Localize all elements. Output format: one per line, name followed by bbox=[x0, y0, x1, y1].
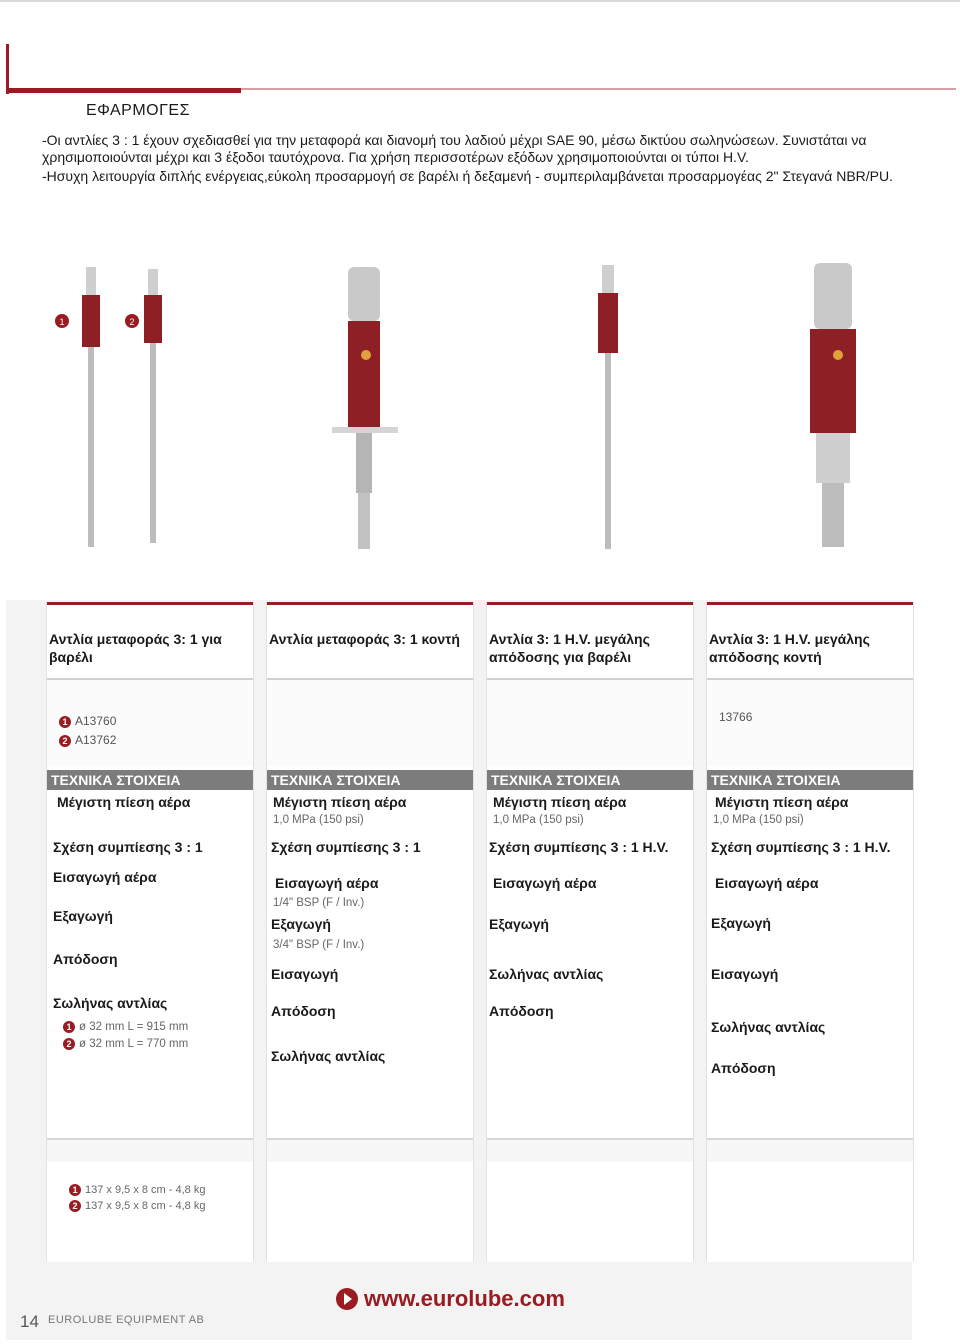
tech-header: ΤΕΧΝΙΚΑ ΣΤΟΙΧΕΙΑ bbox=[47, 770, 253, 790]
product-code-1: A13760 bbox=[75, 714, 117, 728]
tech-header: ΤΕΧΝΙΚΑ ΣΤΟΙΧΕΙΑ bbox=[487, 770, 693, 790]
product-name: Αντλία μεταφοράς 3: 1 για βαρέλι bbox=[49, 631, 222, 665]
spec-max-air-pressure: Μέγιστη πίεση αέρα bbox=[57, 794, 191, 810]
product-card-3 bbox=[486, 602, 694, 1262]
spec-outlet: Εξαγωγή bbox=[271, 916, 331, 932]
spec-pump-tube: Σωλήνας αντλίας bbox=[489, 966, 604, 982]
card-footer-bar bbox=[267, 1138, 473, 1162]
spec-air-inlet: Εισαγωγή αέρα bbox=[53, 869, 157, 885]
company-name: EUROLUBE EQUIPMENT AB bbox=[48, 1314, 205, 1326]
corner-box bbox=[912, 1306, 944, 1342]
play-arrow-icon bbox=[336, 1288, 358, 1310]
shipping-2: 137 x 9,5 x 8 cm - 4,8 kg bbox=[85, 1200, 206, 1212]
spec-compression-ratio: Σχέση συμπίεσης 3 : 1 bbox=[53, 839, 203, 855]
pump-image-5 bbox=[792, 255, 882, 555]
spec-flow-rate: Απόδοση bbox=[53, 951, 118, 967]
spec-compression-ratio: Σχέση συμπίεσης 3 : 1 H.V. bbox=[489, 839, 669, 855]
spec-pump-tube: Σωλήνας αντλίας bbox=[711, 1019, 826, 1035]
code-box bbox=[267, 678, 473, 766]
header-bar bbox=[6, 44, 956, 94]
intro-text bbox=[42, 132, 922, 187]
spec-air-inlet: Εισαγωγή αέρα bbox=[275, 875, 379, 891]
product-name: Αντλία μεταφοράς 3: 1 κοντή bbox=[269, 631, 460, 647]
pipe-value-1: ø 32 mm L = 915 mm bbox=[79, 1021, 189, 1033]
pipe-value-2: ø 32 mm L = 770 mm bbox=[79, 1038, 189, 1050]
page-number: 14 bbox=[20, 1312, 39, 1331]
intro-paragraph-1: -Οι αντλίες 3 : 1 έχουν σχεδιασθεί για την μεταφορά και διανομή του λαδιού μέχρι SAE 90, μέσω δικτύου σωληνώσεων. Συνιστάται να χρησιμοποιούνται μέχρι και 3 έξοδοι ταυτόχρονα. Για χρήση περισσοτέρων εξόδων χρησιμοποιούνται οι τύποι H.V. bbox=[42, 132, 867, 165]
spec-outlet: Εξαγωγή bbox=[53, 908, 113, 924]
card-footer-bar bbox=[707, 1138, 913, 1162]
badge-2: 2 bbox=[129, 317, 135, 327]
card-footer-bar bbox=[487, 1138, 693, 1162]
spec-outlet: Εξαγωγή bbox=[489, 916, 549, 932]
spec-compression-ratio: Σχέση συμπίεσης 3 : 1 H.V. bbox=[711, 839, 891, 855]
product-name: Αντλία 3: 1 H.V. μεγάλης απόδοσης κοντή bbox=[709, 631, 870, 665]
product-codes: 1 A13760 2 A13762 bbox=[59, 712, 116, 750]
product-code-2: A13762 bbox=[75, 733, 117, 747]
spec-max-air-pressure: Μέγιστη πίεση αέρα bbox=[715, 794, 849, 810]
code-box bbox=[487, 678, 693, 766]
product-photos bbox=[40, 255, 920, 565]
spec-air-inlet: Εισαγωγή αέρα bbox=[715, 875, 819, 891]
spec-max-air-pressure: Μέγιστη πίεση αέρα bbox=[493, 794, 627, 810]
spec-pump-tube: Σωλήνας αντλίας bbox=[271, 1048, 386, 1064]
tech-header: ΤΕΧΝΙΚΑ ΣΤΟΙΧΕΙΑ bbox=[707, 770, 913, 790]
product-name: Αντλία 3: 1 H.V. μεγάλης απόδοσης για βαρέλι bbox=[489, 631, 650, 665]
pump-image-1 bbox=[52, 255, 122, 555]
shipping-1: 137 x 9,5 x 8 cm - 4,8 kg bbox=[85, 1184, 206, 1196]
top-rule bbox=[0, 0, 960, 2]
product-card-4 bbox=[706, 602, 914, 1262]
value-max-air-pressure: 1,0 MPa (150 psi) bbox=[713, 814, 804, 826]
value-air-inlet: 1/4" BSP (F / Inv.) bbox=[273, 897, 365, 909]
shipping-info: 1 137 x 9,5 x 8 cm - 4,8 kg 2 137 x 9,5 x 8 cm - 4,8 kg bbox=[69, 1182, 205, 1214]
spec-air-inlet: Εισαγωγή αέρα bbox=[493, 875, 597, 891]
product-code: 13766 bbox=[719, 710, 753, 724]
value-outlet: 3/4" BSP (F / Inv.) bbox=[273, 939, 365, 951]
pump-image-4 bbox=[588, 255, 638, 555]
badge-1: 1 bbox=[59, 317, 65, 327]
value-max-air-pressure: 1,0 MPa (150 psi) bbox=[273, 814, 364, 826]
spec-flow-rate: Απόδοση bbox=[489, 1003, 554, 1019]
spec-inlet: Εισαγωγή bbox=[711, 966, 779, 982]
pump-image-2 bbox=[122, 255, 182, 555]
spec-flow-rate: Απόδοση bbox=[711, 1060, 776, 1076]
spec-pump-tube: Σωλήνας αντλίας bbox=[53, 995, 168, 1011]
intro-paragraph-2: -Ησυχη λειτουργία διπλής ενέργειας,εύκολη προσαρμογή σε βαρέλι ή δεξαμενή - συμπεριλαμβάνεται προσαρμογέας 2" Στεγανά NBR/PU. bbox=[42, 168, 893, 184]
section-title: ΕΦΑΡΜΟΓΕΣ bbox=[86, 102, 190, 119]
spec-max-air-pressure: Μέγιστη πίεση αέρα bbox=[273, 794, 407, 810]
tech-header: ΤΕΧΝΙΚΑ ΣΤΟΙΧΕΙΑ bbox=[267, 770, 473, 790]
pump-image-3 bbox=[330, 255, 420, 555]
product-card-1 bbox=[46, 602, 254, 1262]
product-card-2 bbox=[266, 602, 474, 1262]
spec-inlet: Εισαγωγή bbox=[271, 966, 339, 982]
website-url: www.eurolube.com bbox=[364, 1286, 565, 1311]
pipe-values: 1 ø 32 mm L = 915 mm 2 ø 32 mm L = 770 mm bbox=[63, 1019, 188, 1053]
website-link[interactable] bbox=[336, 1286, 565, 1312]
card-footer-bar bbox=[47, 1138, 253, 1162]
value-max-air-pressure: 1,0 MPa (150 psi) bbox=[493, 814, 584, 826]
spec-outlet: Εξαγωγή bbox=[711, 915, 771, 931]
spec-compression-ratio: Σχέση συμπίεσης 3 : 1 bbox=[271, 839, 421, 855]
spec-flow-rate: Απόδοση bbox=[271, 1003, 336, 1019]
